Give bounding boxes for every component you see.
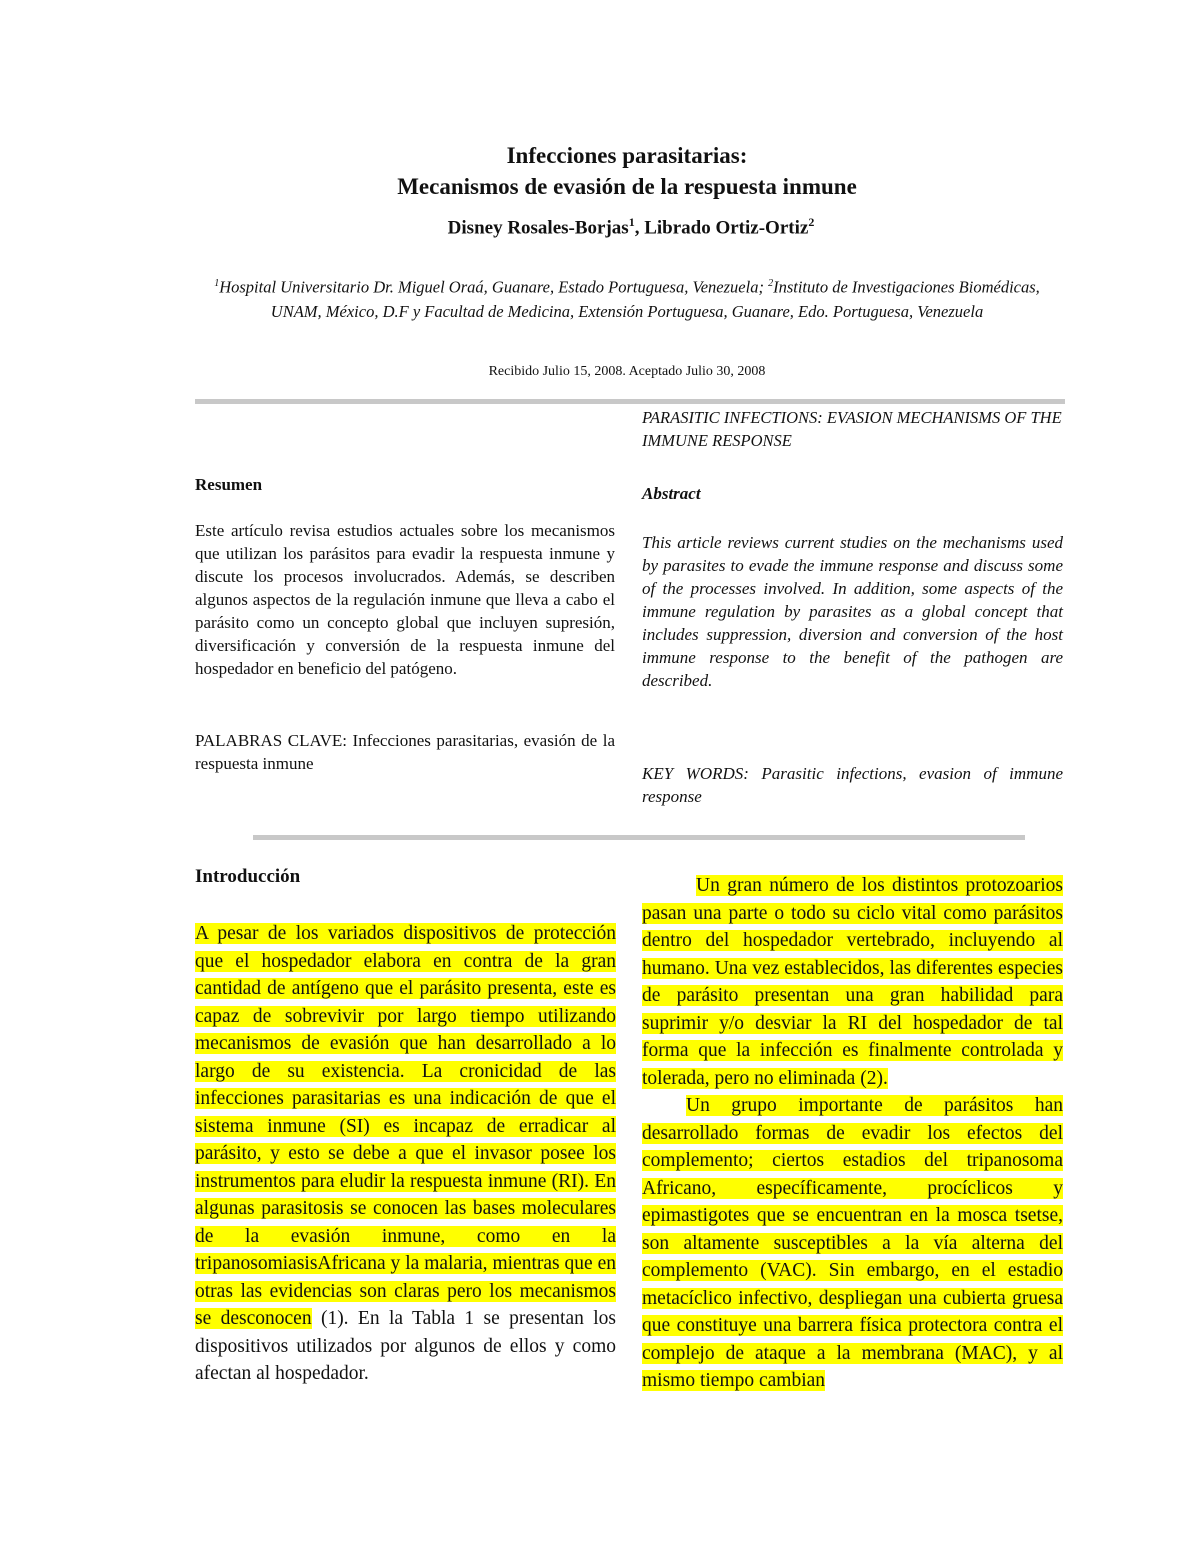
resumen-heading: Resumen [195, 475, 263, 494]
title-line-1: Infecciones parasitarias: [506, 143, 748, 168]
plain-text: (1). En la Tabla 1 se presentan los dispositivos utilizados por algunos de ellos y como afectan al hospedador. [195, 1308, 616, 1384]
divider-top [195, 399, 1065, 404]
title-line-2: Mecanismos de evasión de la respuesta inmune [397, 174, 857, 199]
resumen-text: Este artículo revisa estudios actuales sobre los mecanismos que utilizan los parásitos para evadir la respuesta inmune y discute los procesos involucrados. Además, se describen algunos aspectos de la regulación inmune que lleva a cabo el parásito como un concepto global que incluyen supresión, diversificación y conversión de la respuesta inmune del hospedador en beneficio del patógeno. [195, 521, 615, 678]
affil-text-2: Instituto de Investigaciones Biomédicas, UNAM, México, D.F y Facultad de Medicina, Extensión Portuguesa, Guanare, Edo. Portuguesa, Venezuela [270, 277, 1040, 321]
abstract-heading: Abstract [642, 484, 701, 503]
author-separator: , [634, 217, 645, 239]
highlighted-text: Un grupo importante de parásitos han desarrollado formas de evadir los efectos del complemento; ciertos estadios del tripanosoma Africano, específicamente, procíclicos y epimastigotes que se encuentran en la mosca tsetse, son altamente susceptibles a la vía alterna del complemento (VAC). Sin embargo, en el estadio metacíclico infectivo, despliegan una cubierta gruesa que constituye una barrera física protectora contra el complejo de ataque a la membrana (MAC), y al mismo tiempo cambian [642, 1095, 1063, 1391]
right-paragraph-2 [642, 1092, 1063, 1395]
article-title [0, 140, 1200, 202]
key-words: KEY WORDS: Parasitic infections, evasion of immune response [642, 764, 1063, 806]
abstract-text: This article reviews current studies on the mechanisms used by parasites to evade the immune response and discuss some of the processes involved. In addition, some aspects of the immune regulation by parasites as a global concept that includes suppression, diversion and conversion of the host immune response to the benefit of the pathogen are described. [642, 533, 1063, 690]
affil-text-1: Hospital Universitario Dr. Miguel Oraá, Guanare, Estado Portuguesa, Venezuela; [219, 277, 769, 297]
divider-bottom [253, 835, 1025, 840]
author-2: Librado Ortiz-Ortiz [644, 217, 809, 239]
palabras-clave: PALABRAS CLAVE: Infecciones parasitarias, evasión de la respuesta inmune [195, 731, 615, 773]
highlighted-text: A pesar de los variados dispositivos de protección que el hospedador elabora en contra de la gran cantidad de antígeno que el parásito presenta, este es capaz de sobrevivir por largo tiempo utilizando mecanismos de evasión que han desarrollado a lo largo de su existencia. La cronicidad de las infecciones parasitarias es una indicación de que el sistema inmune (SI) es incapaz de erradicar al parásito, y esto se debe a que el invasor posee los instrumentos para eludir la respuesta inmune (RI). En algunas parasitosis se conocen las bases moleculares de la evasión inmune, como en la tripanosomiasisAfricana y la malaria, mientras que en otras las evidencias son claras pero los mecanismos se desconocen [195, 923, 616, 1329]
author-1: Disney Rosales-Borjas [447, 217, 629, 239]
highlighted-text: Un gran número de los distintos protozoarios pasan una parte o todo su ciclo vital como parásitos dentro del hospedador vertebrado, incluyendo al humano. Una vez establecidos, las diferentes especies de parásito presentan una gran habilidad para suprimir y/o desviar la RI del hospedador de tal forma que la infección es finalmente controlada y tolerada, pero no eliminada (2). [642, 875, 1063, 1089]
introduction-heading: Introducción [195, 866, 301, 887]
author-2-sup: 2 [808, 215, 815, 229]
right-paragraph-1 [642, 872, 1063, 1092]
received-date: Recibido Julio 15, 2008. Aceptado Julio 30, 2008 [488, 364, 766, 379]
english-title: PARASITIC INFECTIONS: EVASION MECHANISMS OF THE IMMUNE RESPONSE [642, 408, 1062, 450]
author-1-sup: 1 [628, 215, 635, 229]
introduction-left-column [195, 920, 616, 1388]
affiliations [198, 272, 1056, 324]
introduction-right-column [642, 872, 1063, 1395]
authors [0, 215, 1200, 239]
affil-sup-1: 1 [214, 278, 220, 289]
affil-sup-2: 2 [768, 278, 774, 289]
